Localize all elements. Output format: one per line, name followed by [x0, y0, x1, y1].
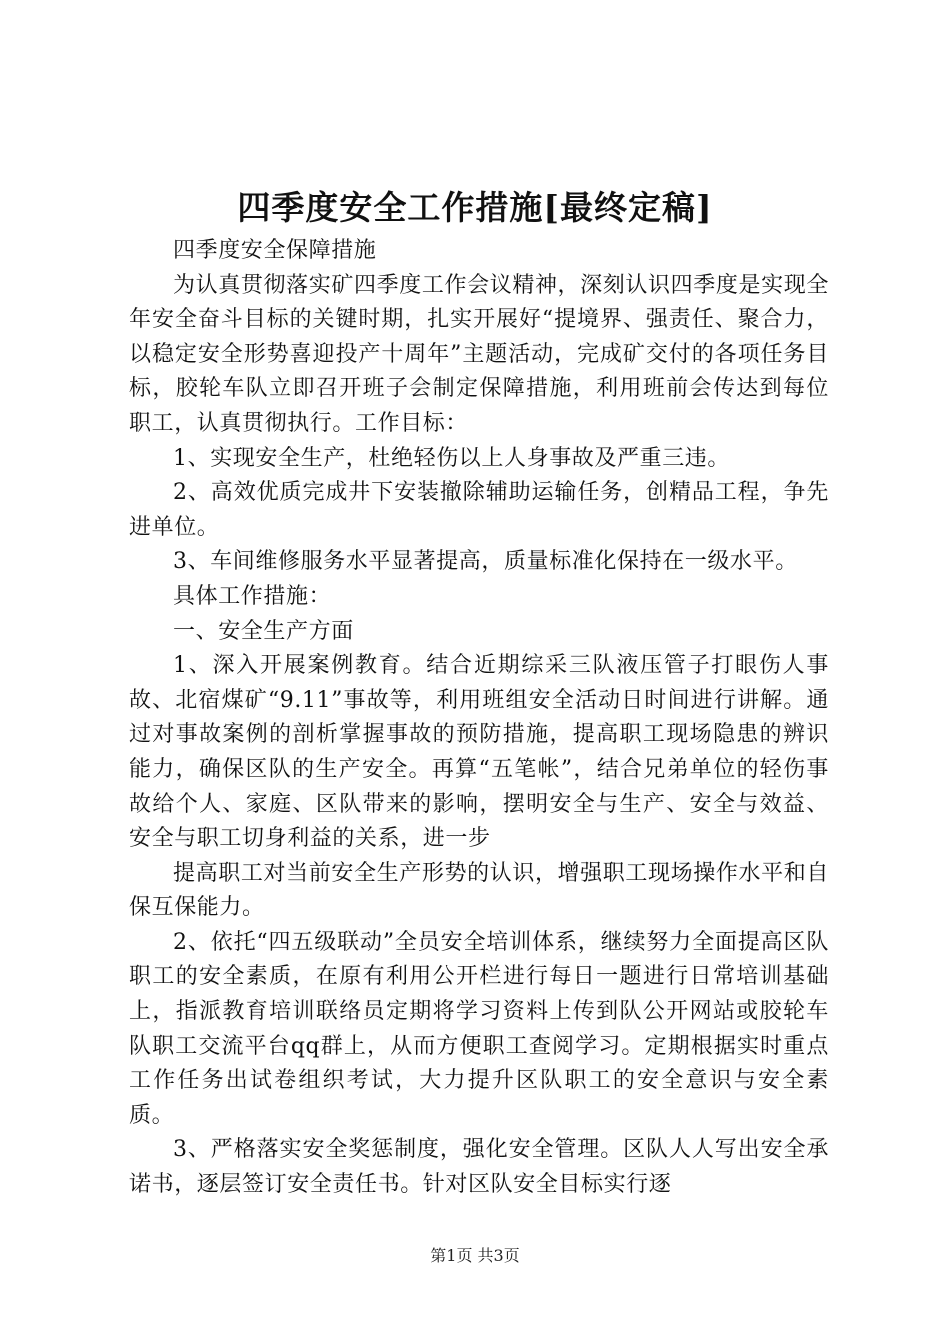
document-title: 四季度安全工作措施[最终定稿]: [237, 188, 713, 227]
paragraph-measures-heading: 具体工作措施：: [173, 583, 332, 609]
paragraph-measure-3: 3、严格落实安全奖惩制度，强化安全管理。区队人人写出安全承诺书，逐层签订安全责任书。针对区队安全目标实行逐: [129, 1137, 829, 1198]
paragraph-subtitle: 四季度安全保障措施: [173, 238, 377, 263]
paragraph-intro: 为认真贯彻落实矿四季度工作会议精神，深刻认识四季度是实现全年安全奋斗目标的关键时期，扎实开展好“提境界、强责任、聚合力，以稳定安全形势喜迎投产十周年”主题活动，完成矿交付的各项任务目标，胶轮车队立即召开班子会制定保障措施，利用班前会传达到每位职工，认真贯彻执行。工作目标：: [129, 272, 829, 436]
paragraph-section-heading: 一、安全生产方面: [173, 618, 354, 644]
page-footer: 第1页 共3页: [430, 1246, 520, 1265]
paragraph-measure-1: 1、深入开展案例教育。结合近期综采三队液压管子打眼伤人事故、北宿煤矿“9.11”事故等，利用班组安全活动日时间进行讲解。通过对事故案例的剖析掌握事故的预防措施，提高职工现场隐患的辨识能力，确保区队的生产安全。再算“五笔帐”，结合兄弟单位的轻伤事故给个人、家庭、区队带来的影响，摆明安全与生产、安全与效益、安全与职工切身利益的关系，进一步: [129, 653, 829, 852]
paragraph-goal-3: 3、车间维修服务水平显著提高，质量标准化保持在一级水平。: [173, 549, 798, 575]
paragraph-goal-1: 1、实现安全生产，杜绝轻伤以上人身事故及严重三违。: [173, 445, 730, 471]
paragraph-measure-1-cont: 提高职工对当前安全生产形势的认识，增强职工现场操作水平和自保互保能力。: [129, 860, 829, 921]
document-body: [129, 234, 829, 1203]
paragraph-goal-2: 2、高效优质完成井下安装撤除辅助运输任务，创精品工程，争先进单位。: [129, 480, 829, 540]
paragraph-measure-2: 2、依托“四五级联动”全员安全培训体系，继续努力全面提高区队职工的安全素质，在原有利用公开栏进行每日一题进行日常培训基础上，指派教育培训联络员定期将学习资料上传到队公开网站或胶轮车队职工交流平台qq群上，从而方便职工查阅学习。定期根据实时重点工作任务出试卷组织考试，大力提升区队职工的安全意识与安全素质。: [129, 929, 829, 1128]
